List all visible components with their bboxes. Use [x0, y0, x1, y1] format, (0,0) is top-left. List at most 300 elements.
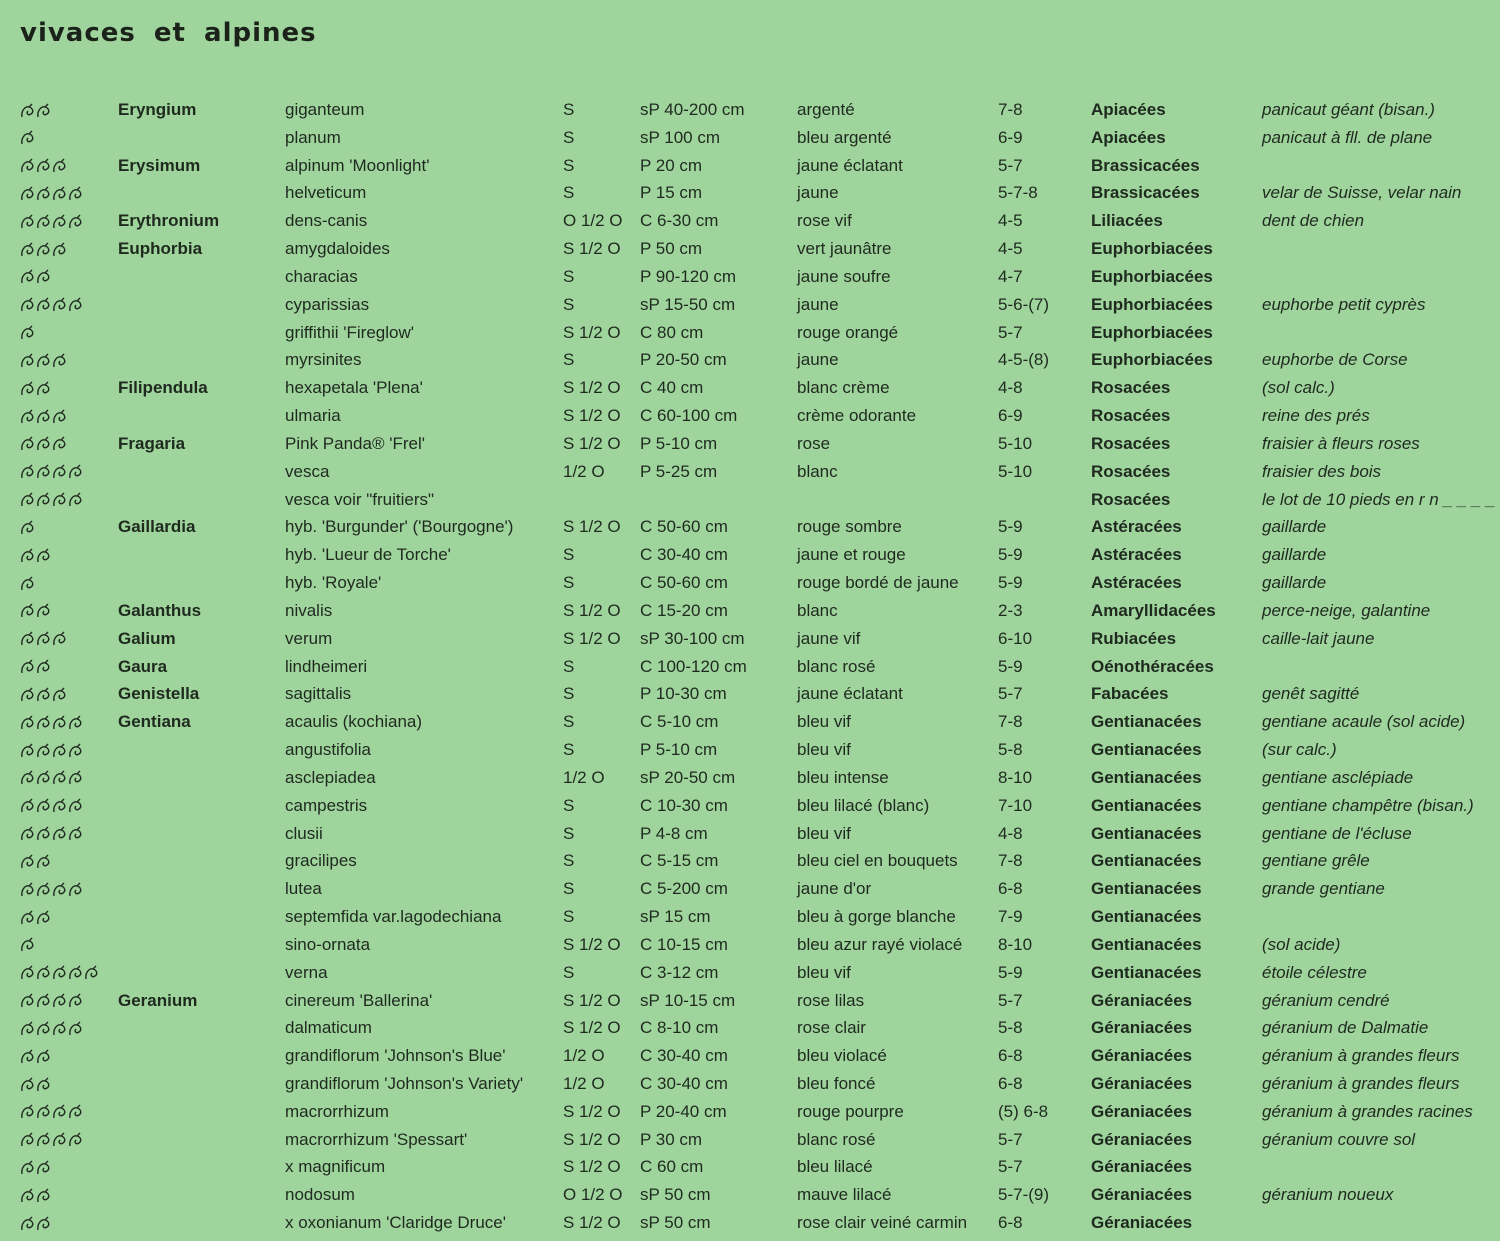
species-cell: gracilipes: [285, 851, 357, 871]
exposure-cell: S: [563, 573, 575, 593]
exposure-cell: S: [563, 684, 575, 704]
hardiness-icon: [20, 576, 38, 592]
genus-cell: Galium: [118, 628, 176, 648]
table-row: [0, 736, 1500, 764]
color-cell: bleu azur rayé violacé: [797, 934, 963, 954]
note-cell: gentiane champêtre (bisan.): [1262, 795, 1474, 815]
flowering-cell: (5) 6-8: [998, 1101, 1049, 1121]
flowering-cell: 5-7: [998, 322, 1023, 342]
hardiness-rating: [20, 402, 68, 429]
flowering-cell: 4-8: [998, 378, 1023, 398]
flowering-cell: 6-8: [998, 879, 1023, 899]
height-cell: C 5-10 cm: [640, 712, 719, 732]
flowering-cell: 7-8: [998, 851, 1023, 871]
table-row: [0, 1153, 1500, 1181]
hardiness-rating: [20, 1181, 52, 1208]
family-cell: Euphorbiacées: [1091, 239, 1213, 259]
species-cell: macrorrhizum 'Spessart': [285, 1129, 468, 1149]
family-cell: Gentianacées: [1091, 767, 1202, 787]
flowering-cell: 5-7: [998, 1157, 1023, 1177]
flowering-cell: 7-8: [998, 100, 1023, 119]
exposure-cell: S 1/2 O: [563, 406, 621, 426]
hardiness-icon: [68, 297, 86, 313]
species-cell: dalmaticum: [285, 1018, 372, 1038]
exposure-cell: S: [563, 907, 575, 927]
note-cell: euphorbe de Corse: [1262, 350, 1408, 370]
species-cell: campestris: [285, 795, 368, 815]
flowering-cell: 6-8: [998, 1073, 1023, 1093]
family-cell: Rosacées: [1091, 406, 1171, 426]
hardiness-rating: [20, 486, 84, 513]
species-cell: lutea: [285, 879, 322, 899]
hardiness-rating: [20, 736, 84, 763]
hardiness-rating: [20, 124, 36, 151]
exposure-cell: O 1/2 O: [563, 211, 623, 231]
height-cell: P 5-10 cm: [640, 740, 718, 760]
hardiness-rating: [20, 1098, 84, 1125]
table-row: [0, 1098, 1500, 1126]
genus-cell: Genistella: [118, 684, 200, 704]
color-cell: jaune d'or: [797, 879, 872, 899]
color-cell: blanc crème: [797, 378, 890, 398]
hardiness-rating: [20, 458, 84, 485]
hardiness-rating: [20, 179, 84, 206]
family-cell: Géraniacées: [1091, 1157, 1193, 1177]
exposure-cell: S 1/2 O: [563, 1129, 621, 1149]
color-cell: bleu vif: [797, 962, 851, 982]
flowering-cell: 5-9: [998, 545, 1023, 565]
hardiness-rating: [20, 374, 52, 401]
color-cell: jaune éclatant: [797, 155, 903, 175]
flowering-cell: 4-5: [998, 239, 1023, 259]
color-cell: blanc: [797, 461, 838, 481]
hardiness-rating: [20, 1070, 52, 1097]
flowering-cell: 5-9: [998, 517, 1023, 537]
species-cell: helveticum: [285, 183, 367, 203]
species-cell: hyb. 'Royale': [285, 573, 382, 593]
hardiness-rating: [20, 569, 36, 596]
hardiness-icon: [36, 1160, 54, 1176]
note-cell: gentiane asclépiade: [1262, 767, 1414, 787]
table-row: [0, 1126, 1500, 1154]
note-cell: géranium à grandes fleurs: [1262, 1073, 1460, 1093]
table-row: [0, 430, 1500, 458]
hardiness-icon: [36, 548, 54, 564]
table-row: [0, 207, 1500, 235]
hardiness-rating: [20, 792, 84, 819]
table-row: [0, 931, 1500, 959]
species-cell: septemfida var.lagodechiana: [285, 907, 502, 927]
family-cell: Rosacées: [1091, 378, 1171, 398]
hardiness-icon: [68, 186, 86, 202]
height-cell: P 90-120 cm: [640, 266, 737, 286]
table-row: [0, 319, 1500, 347]
exposure-cell: S 1/2 O: [563, 628, 621, 648]
genus-cell: Geranium: [118, 990, 198, 1010]
note-cell: (sur calc.): [1262, 740, 1337, 760]
hardiness-icon: [36, 269, 54, 285]
note-cell: grande gentiane: [1262, 879, 1385, 899]
height-cell: P 4-8 cm: [640, 823, 708, 843]
species-cell: nodosum: [285, 1185, 355, 1205]
hardiness-rating: [20, 291, 84, 318]
species-cell: characias: [285, 266, 358, 286]
color-cell: bleu argenté: [797, 127, 892, 147]
flowering-cell: 5-9: [998, 573, 1023, 593]
note-cell: genêt sagitté: [1262, 684, 1360, 704]
hardiness-rating: [20, 903, 52, 930]
table-row: [0, 903, 1500, 931]
color-cell: vert jaunâtre: [797, 239, 892, 259]
species-cell: acaulis (kochiana): [285, 712, 423, 732]
family-cell: Amaryllidacées: [1091, 600, 1216, 620]
exposure-cell: S: [563, 851, 575, 871]
table-row: [0, 1209, 1500, 1237]
height-cell: P 20-50 cm: [640, 350, 727, 370]
hardiness-icon: [68, 464, 86, 480]
exposure-cell: S 1/2 O: [563, 600, 621, 620]
hardiness-icon: [68, 1132, 86, 1148]
exposure-cell: S: [563, 740, 575, 760]
color-cell: rose: [797, 433, 831, 453]
flowering-cell: 5-7: [998, 1129, 1023, 1149]
exposure-cell: S 1/2 O: [563, 322, 621, 342]
flowering-cell: 6-9: [998, 406, 1023, 426]
genus-cell: Gentiana: [118, 712, 191, 732]
hardiness-icon: [68, 743, 86, 759]
table-row: [0, 541, 1500, 569]
hardiness-icon: [36, 910, 54, 926]
genus-cell: Eryngium: [118, 100, 197, 119]
height-cell: C 50-60 cm: [640, 517, 728, 537]
color-cell: rose clair: [797, 1018, 866, 1038]
note-cell: panicaut géant (bisan.): [1262, 100, 1435, 119]
height-cell: C 60 cm: [640, 1157, 704, 1177]
flowering-cell: 6-10: [998, 628, 1033, 648]
hardiness-rating: [20, 152, 68, 179]
table-row: [0, 764, 1500, 792]
hardiness-rating: [20, 1014, 84, 1041]
flowering-cell: 5-10: [998, 461, 1033, 481]
species-cell: vesca: [285, 461, 330, 481]
table-row: [0, 179, 1500, 207]
species-cell: lindheimeri: [285, 656, 368, 676]
flowering-cell: 7-9: [998, 907, 1023, 927]
exposure-cell: S: [563, 712, 575, 732]
exposure-cell: S: [563, 879, 575, 899]
note-cell: gaillarde: [1262, 545, 1327, 565]
species-cell: cinereum 'Ballerina': [285, 990, 433, 1010]
family-cell: Gentianacées: [1091, 962, 1202, 982]
table-row: [0, 875, 1500, 903]
note-cell: géranium à grandes fleurs: [1262, 1046, 1460, 1066]
family-cell: Gentianacées: [1091, 712, 1202, 732]
exposure-cell: S: [563, 656, 575, 676]
note-cell: caille-lait jaune: [1262, 628, 1375, 648]
height-cell: C 30-40 cm: [640, 1046, 728, 1066]
family-cell: Apiacées: [1091, 127, 1166, 147]
exposure-cell: S: [563, 962, 575, 982]
hardiness-icon: [36, 854, 54, 870]
hardiness-rating: [20, 764, 84, 791]
table-row: [0, 1042, 1500, 1070]
table-row: [0, 263, 1500, 291]
height-cell: sP 100 cm: [640, 127, 721, 147]
height-cell: C 100-120 cm: [640, 656, 747, 676]
hardiness-rating: [20, 959, 100, 986]
species-cell: angustifolia: [285, 740, 372, 760]
color-cell: bleu vif: [797, 712, 851, 732]
table-row: [0, 987, 1500, 1015]
color-cell: bleu violacé: [797, 1046, 887, 1066]
hardiness-icon: [68, 1021, 86, 1037]
height-cell: P 20-40 cm: [640, 1101, 727, 1121]
color-cell: bleu vif: [797, 740, 851, 760]
family-cell: Rosacées: [1091, 461, 1171, 481]
hardiness-icon: [36, 659, 54, 675]
exposure-cell: S 1/2 O: [563, 1213, 621, 1233]
hardiness-rating: [20, 513, 36, 540]
species-cell: clusii: [285, 823, 323, 843]
hardiness-icon: [52, 436, 70, 452]
color-cell: mauve lilacé: [797, 1185, 892, 1205]
hardiness-icon: [68, 993, 86, 1009]
family-cell: Euphorbiacées: [1091, 294, 1213, 314]
height-cell: P 15 cm: [640, 183, 703, 203]
exposure-cell: S: [563, 350, 575, 370]
table-row: [0, 597, 1500, 625]
note-cell: (sol calc.): [1262, 378, 1335, 398]
note-cell: gaillarde: [1262, 517, 1327, 537]
table-row: [0, 346, 1500, 374]
hardiness-icon: [36, 1188, 54, 1204]
height-cell: C 5-200 cm: [640, 879, 728, 899]
color-cell: rouge orangé: [797, 322, 899, 342]
table-row: [0, 792, 1500, 820]
family-cell: Gentianacées: [1091, 823, 1202, 843]
note-cell: géranium couvre sol: [1262, 1129, 1416, 1149]
species-cell: nivalis: [285, 600, 333, 620]
genus-cell: Erysimum: [118, 155, 201, 175]
height-cell: P 50 cm: [640, 239, 703, 259]
color-cell: argenté: [797, 100, 855, 119]
hardiness-rating: [20, 346, 68, 373]
family-cell: Euphorbiacées: [1091, 322, 1213, 342]
flowering-cell: 5-7-8: [998, 183, 1038, 203]
note-cell: gentiane acaule (sol acide): [1262, 712, 1466, 732]
hardiness-rating: [20, 653, 52, 680]
species-cell: verum: [285, 628, 333, 648]
species-cell: sagittalis: [285, 684, 352, 704]
color-cell: jaune: [797, 294, 839, 314]
family-cell: Astéracées: [1091, 517, 1182, 537]
table-row: [0, 152, 1500, 180]
species-cell: ulmaria: [285, 406, 341, 426]
height-cell: sP 50 cm: [640, 1185, 711, 1205]
height-cell: sP 50 cm: [640, 1213, 711, 1233]
color-cell: rouge bordé de jaune: [797, 573, 959, 593]
exposure-cell: S 1/2 O: [563, 1018, 621, 1038]
family-cell: Euphorbiacées: [1091, 350, 1213, 370]
hardiness-rating: [20, 235, 68, 262]
height-cell: P 10-30 cm: [640, 684, 727, 704]
family-cell: Géraniacées: [1091, 1129, 1193, 1149]
color-cell: rose lilas: [797, 990, 865, 1010]
species-cell: grandiflorum 'Johnson's Blue': [285, 1046, 506, 1066]
plant-table: [0, 96, 1500, 1237]
color-cell: jaune: [797, 183, 839, 203]
color-cell: bleu foncé: [797, 1073, 876, 1093]
species-cell: verna: [285, 962, 328, 982]
hardiness-icon: [36, 1216, 54, 1232]
height-cell: C 30-40 cm: [640, 1073, 728, 1093]
color-cell: blanc: [797, 600, 838, 620]
exposure-cell: S: [563, 266, 575, 286]
flowering-cell: 4-8: [998, 823, 1023, 843]
hardiness-icon: [36, 603, 54, 619]
color-cell: bleu à gorge blanche: [797, 907, 956, 927]
color-cell: blanc rosé: [797, 656, 876, 676]
height-cell: C 80 cm: [640, 322, 704, 342]
family-cell: Fabacées: [1091, 684, 1169, 704]
height-cell: sP 15-50 cm: [640, 294, 736, 314]
exposure-cell: 1/2 O: [563, 1073, 605, 1093]
note-cell: géranium de Dalmatie: [1262, 1018, 1429, 1038]
table-row: [0, 402, 1500, 430]
hardiness-icon: [68, 882, 86, 898]
family-cell: Géraniacées: [1091, 1185, 1193, 1205]
height-cell: C 8-10 cm: [640, 1018, 719, 1038]
species-cell: x oxonianum 'Claridge Druce': [285, 1213, 506, 1233]
height-cell: P 5-25 cm: [640, 461, 718, 481]
family-cell: Astéracées: [1091, 573, 1182, 593]
hardiness-rating: [20, 207, 84, 234]
family-cell: Géraniacées: [1091, 1073, 1193, 1093]
note-cell: étoile célestre: [1262, 962, 1367, 982]
genus-cell: Galanthus: [118, 600, 202, 620]
genus-cell: Filipendula: [118, 378, 208, 398]
exposure-cell: S: [563, 823, 575, 843]
note-cell: fraisier à fleurs roses: [1262, 433, 1420, 453]
height-cell: C 10-15 cm: [640, 934, 728, 954]
hardiness-icon: [52, 687, 70, 703]
note-cell: géranium noueux: [1262, 1185, 1394, 1205]
hardiness-rating: [20, 541, 52, 568]
species-cell: sino-ornata: [285, 934, 371, 954]
species-cell: asclepiadea: [285, 767, 376, 787]
family-cell: Géraniacées: [1091, 990, 1193, 1010]
flowering-cell: 4-5-(8): [998, 350, 1050, 370]
table-row: [0, 680, 1500, 708]
hardiness-icon: [20, 520, 38, 536]
color-cell: rose clair veiné carmin: [797, 1213, 968, 1233]
flowering-cell: 4-5: [998, 211, 1023, 231]
exposure-cell: S 1/2 O: [563, 1157, 621, 1177]
color-cell: jaune éclatant: [797, 684, 903, 704]
exposure-cell: S 1/2 O: [563, 990, 621, 1010]
species-cell: grandiflorum 'Johnson's Variety': [285, 1073, 524, 1093]
genus-cell: Euphorbia: [118, 239, 203, 259]
hardiness-icon: [20, 130, 38, 146]
hardiness-rating: [20, 931, 36, 958]
note-cell: dent de chien: [1262, 211, 1365, 231]
height-cell: P 20 cm: [640, 155, 703, 175]
hardiness-icon: [68, 715, 86, 731]
family-cell: Gentianacées: [1091, 740, 1202, 760]
family-cell: Apiacées: [1091, 100, 1166, 119]
flowering-cell: 7-8: [998, 712, 1023, 732]
table-row: [0, 708, 1500, 736]
family-cell: Astéracées: [1091, 545, 1182, 565]
hardiness-rating: [20, 597, 52, 624]
hardiness-rating: [20, 987, 84, 1014]
height-cell: sP 20-50 cm: [640, 767, 736, 787]
table-row: [0, 569, 1500, 597]
species-cell: amygdaloides: [285, 239, 390, 259]
table-row: [0, 820, 1500, 848]
height-cell: C 50-60 cm: [640, 573, 728, 593]
hardiness-icon: [36, 1077, 54, 1093]
hardiness-icon: [68, 798, 86, 814]
hardiness-icon: [52, 409, 70, 425]
species-cell: myrsinites: [285, 350, 362, 370]
species-cell: x magnificum: [285, 1157, 386, 1177]
note-cell: fraisier des bois: [1262, 461, 1382, 481]
hardiness-icon: [52, 353, 70, 369]
table-row: [0, 959, 1500, 987]
species-cell: Pink Panda® 'Frel': [285, 433, 425, 453]
species-cell: cyparissias: [285, 294, 370, 314]
table-row: [0, 1014, 1500, 1042]
height-cell: P 30 cm: [640, 1129, 703, 1149]
note-cell: gentiane grêle: [1262, 851, 1370, 871]
note-cell: géranium à grandes racines: [1262, 1101, 1473, 1121]
genus-cell: Gaura: [118, 656, 168, 676]
height-cell: C 10-30 cm: [640, 795, 728, 815]
hardiness-rating: [20, 875, 84, 902]
table-row: [0, 96, 1500, 124]
table-row: [0, 1181, 1500, 1209]
exposure-cell: S: [563, 100, 575, 119]
family-cell: Rosacées: [1091, 433, 1171, 453]
hardiness-icon: [68, 826, 86, 842]
table-row: [0, 235, 1500, 263]
hardiness-icon: [36, 381, 54, 397]
exposure-cell: S 1/2 O: [563, 517, 621, 537]
species-cell: alpinum 'Moonlight': [285, 155, 430, 175]
height-cell: P 5-10 cm: [640, 433, 718, 453]
species-cell: hexapetala 'Plena': [285, 378, 423, 398]
hardiness-icon: [36, 103, 54, 119]
family-cell: Géraniacées: [1091, 1101, 1193, 1121]
flowering-cell: 5-10: [998, 433, 1033, 453]
flowering-cell: 5-8: [998, 1018, 1023, 1038]
color-cell: jaune soufre: [797, 266, 891, 286]
genus-cell: Gaillardia: [118, 517, 196, 537]
hardiness-icon: [68, 770, 86, 786]
exposure-cell: S 1/2 O: [563, 433, 621, 453]
color-cell: rouge sombre: [797, 517, 902, 537]
color-cell: bleu vif: [797, 823, 851, 843]
table-row: [0, 124, 1500, 152]
flowering-cell: 8-10: [998, 767, 1033, 787]
hardiness-icon: [52, 631, 70, 647]
exposure-cell: S 1/2 O: [563, 934, 621, 954]
flowering-cell: 2-3: [998, 600, 1023, 620]
hardiness-icon: [20, 325, 38, 341]
exposure-cell: 1/2 O: [563, 767, 605, 787]
species-cell: giganteum: [285, 100, 365, 119]
